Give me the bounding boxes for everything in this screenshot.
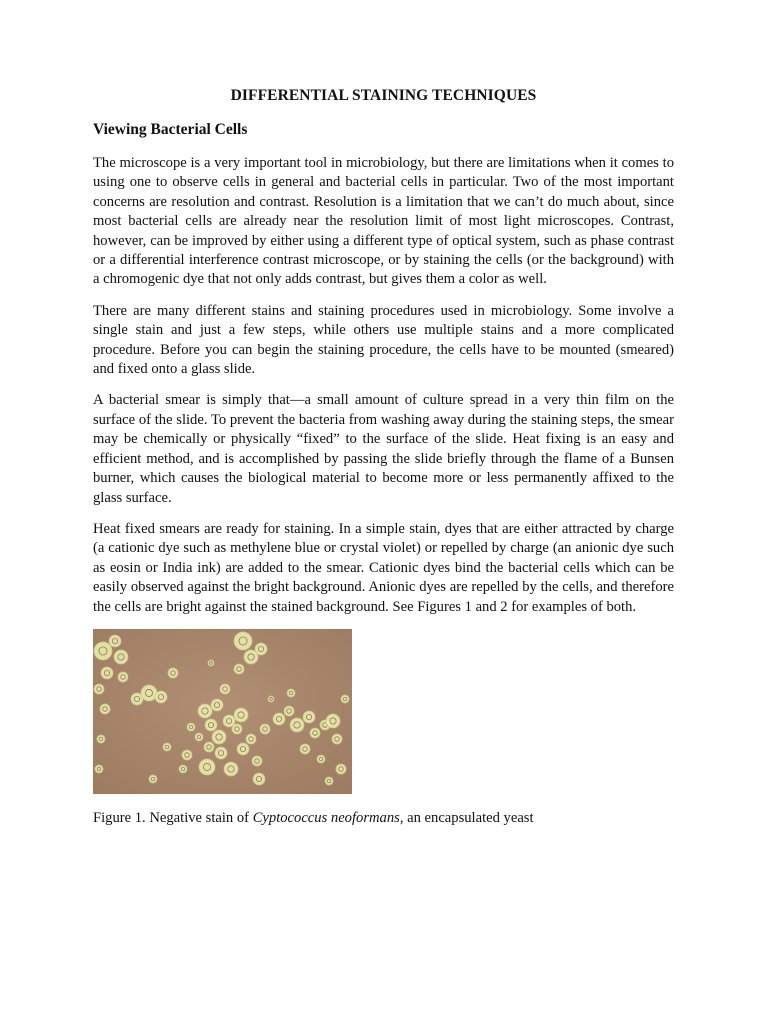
yeast-cell-capsule: [300, 744, 310, 754]
yeast-cell-capsule: [253, 773, 265, 785]
yeast-cell-capsule: [220, 684, 230, 694]
yeast-cell-capsule: [255, 643, 267, 655]
yeast-cell-capsule: [208, 660, 214, 666]
yeast-cell-capsule: [284, 706, 294, 716]
yeast-cell-capsule: [199, 759, 215, 775]
yeast-cell-capsule: [195, 733, 203, 741]
yeast-cell-capsule: [234, 664, 244, 674]
yeast-cell-capsule: [246, 734, 256, 744]
yeast-cell-capsule: [187, 723, 195, 731]
yeast-cell-capsule: [182, 750, 192, 760]
yeast-cell-capsule: [287, 689, 295, 697]
yeast-cell-capsule: [211, 699, 223, 711]
yeast-cell-capsule: [212, 730, 226, 744]
caption-prefix: Figure 1. Negative stain of: [93, 809, 253, 826]
yeast-cell-capsule: [94, 642, 112, 660]
yeast-cell-capsule: [198, 704, 212, 718]
document-title: DIFFERENTIAL STAINING TECHNIQUES: [230, 87, 537, 104]
yeast-cell-capsule: [155, 691, 167, 703]
yeast-cell-capsule: [204, 742, 214, 752]
figure-background: [93, 629, 352, 794]
yeast-cell-capsule: [326, 714, 340, 728]
yeast-cell-capsule: [109, 635, 121, 647]
yeast-cell-capsule: [232, 724, 242, 734]
caption-suffix: , an encapsulated yeast: [399, 809, 534, 826]
yeast-cell-capsule: [215, 747, 227, 759]
yeast-cell-capsule: [179, 765, 187, 773]
yeast-cell-capsule: [101, 667, 113, 679]
yeast-cell-capsule: [95, 765, 103, 773]
section-heading: Viewing Bacterial Cells: [93, 121, 248, 138]
caption-species: Cyptococcus neoformans: [252, 809, 400, 826]
yeast-cell-capsule: [325, 777, 333, 785]
yeast-cell-capsule: [252, 756, 262, 766]
yeast-cell-capsule: [100, 704, 110, 714]
yeast-cell-capsule: [290, 718, 304, 732]
yeast-cell-capsule: [317, 755, 325, 763]
yeast-cell-capsule: [332, 734, 342, 744]
paragraph-1: The microscope is a very important tool in microbiology, but there are limitations when it comes to using one to observe cells in general and bacterial cells in particular. Two of the most important concerns are resolution and contrast. Resolution is a limitation that we can’t do much about, since most bacterial cells are already near the resolution limit of most light microscopes. Contrast, however, can be improved by either using a different type of optical system, such as phase contrast or a differential interference contrast microscope, or by staining the cells (or the background) with a chromogenic dye that not only adds contrast, but gives them a color as well.: [93, 155, 674, 288]
yeast-cell-capsule: [268, 696, 274, 702]
yeast-cell-capsule: [114, 650, 128, 664]
yeast-cell-capsule: [237, 743, 249, 755]
yeast-cell-capsule: [149, 775, 157, 783]
paragraph-3: A bacterial smear is simply that—a small amount of culture spread in a very thin film on the surface of the slide. To prevent the bacteria from washing away during the staining steps, the smear may be chemically or physically “fixed” to the surface of the slide. Heat fixing is an easy and efficient method, and is accomplished by passing the slide briefly through the flame of a Bunsen burner, which causes the biological material to become more or less permanently affixed to the glass surface.: [93, 392, 674, 506]
yeast-cell-capsule: [94, 684, 104, 694]
yeast-cell-capsule: [273, 713, 285, 725]
yeast-cell-capsule: [97, 735, 105, 743]
yeast-cell-capsule: [234, 708, 248, 722]
yeast-cell-capsule: [234, 632, 252, 650]
figure-1-micrograph: [93, 629, 352, 794]
yeast-cell-capsule: [118, 672, 128, 682]
yeast-cell-capsule: [310, 728, 320, 738]
paragraph-2: There are many different stains and staining procedures used in microbiology. Some involve a single stain and just a few steps, while others use multiple stains and a more complicated procedure. Before you can begin the staining procedure, the cells have to be mounted (smeared) and fixed onto a glass slide.: [93, 302, 674, 378]
yeast-cell-capsule: [260, 724, 270, 734]
yeast-cell-capsule: [303, 711, 315, 723]
yeast-cell-capsule: [163, 743, 171, 751]
figure-1-caption: [93, 809, 674, 828]
yeast-cell-capsule: [168, 668, 178, 678]
yeast-cell-capsule: [141, 685, 157, 701]
yeast-cell-capsule: [224, 762, 238, 776]
document-page: [93, 86, 674, 828]
yeast-cell-capsule: [341, 695, 349, 703]
yeast-cell-capsule: [205, 719, 217, 731]
paragraph-4: Heat fixed smears are ready for staining. In a simple stain, dyes that are either attracted by charge (a cationic dye such as methylene blue or crystal violet) or repelled by charge (an anionic dye such as eosin or India ink) are added to the smear. Cationic dyes bind the bacterial cells which can be easily observed against the bright background. Anionic dyes are repelled by the cells, and therefore the cells are bright against the stained background. See Figures 1 and 2 for examples of both.: [93, 520, 674, 615]
yeast-cell-capsule: [336, 764, 346, 774]
